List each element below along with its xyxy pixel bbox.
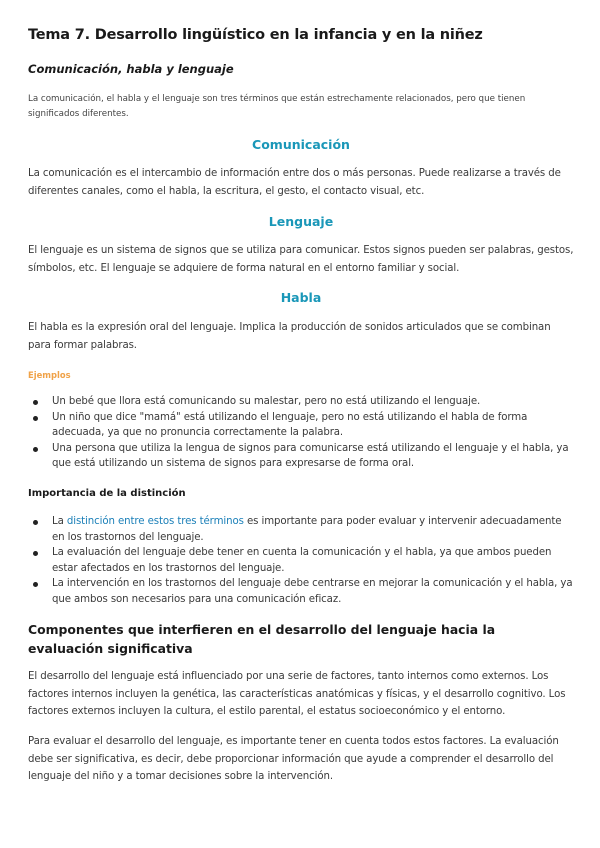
components-paragraph-2: Para evaluar el desarrollo del lenguaje, es importante tener en cuenta todos estos factores. La evaluación debe ser significativa, es decir, debe proporcionar información que ayude a comprender el desarrollo del lenguaje del niño y a tomar decisiones sobre la intervención.: [28, 736, 559, 782]
list-item: Un bebé que llora está comunicando su malestar, pero no está utilizando el lenguaje.: [28, 394, 574, 410]
bullet-icon: [33, 416, 38, 421]
bullet-icon: [33, 520, 38, 525]
heading-comunicacion: Comunicación: [252, 137, 350, 152]
examples-list: [28, 394, 574, 472]
list-item: Una persona que utiliza la lengua de signos para comunicarse está utilizando el lenguaje y el habla, ya que está utilizando un sistema de signos para expresarse de forma oral.: [28, 441, 574, 472]
bullet-icon: [33, 400, 38, 405]
paragraph-comunicacion: La comunicación es el intercambio de información entre dos o más personas. Puede realizarse a través de diferentes canales, como el habla, la escritura, el gesto, el contacto visual, etc.: [28, 168, 561, 197]
list-item: La intervención en los trastornos del lenguaje debe centrarse en mejorar la comunicación y el habla, ya que ambos son necesarios para una comunicación eficaz.: [28, 576, 574, 607]
heading-habla: Habla: [280, 290, 322, 305]
bullet-icon: [33, 582, 38, 587]
subtitle: Comunicación, habla y lenguaje: [28, 62, 234, 76]
importance-list: [28, 514, 574, 607]
list-item: Un niño que dice "mamá" está utilizando el lenguaje, pero no está utilizando el habla de forma adecuada, ya que no pronuncia correctamente la palabra.: [28, 410, 574, 441]
intro-paragraph: La comunicación, el habla y el lenguaje son tres términos que están estrechamente relacionados, pero que tienen significados diferentes.: [28, 94, 526, 119]
heading-lenguaje: Lenguaje: [268, 214, 334, 229]
page-title: Tema 7. Desarrollo lingüístico en la infancia y en la niñez: [28, 27, 483, 43]
components-paragraph-1: El desarrollo del lenguaje está influenciado por una serie de factores, tanto internos como externos. Los factores internos incluyen la genética, las características anatómicas y físicas, y el desarrollo cognitivo. Los factores externos incluyen la cultura, el estilo parental, el estatus socioeconómico y el entorno.: [28, 671, 566, 717]
components-heading: Componentes que interfieren en el desarrollo del lenguaje hacia la evaluación significativa: [28, 622, 496, 656]
list-item: La distinción entre estos tres términos es importante para poder evaluar y intervenir adecuadamente en los trastornos del lenguaje.: [28, 514, 574, 545]
importance-label: Importancia de la distinción: [28, 488, 186, 499]
bullet-icon: [33, 551, 38, 556]
distinction-link[interactable]: distinción entre estos tres términos: [66, 516, 244, 527]
list-item: La evaluación del lenguaje debe tener en cuenta la comunicación y el habla, ya que ambos pueden estar afectados en los trastornos del lenguaje.: [28, 545, 574, 576]
examples-label: Ejemplos: [28, 370, 71, 380]
bullet-icon: [33, 447, 38, 452]
paragraph-habla: El habla es la expresión oral del lenguaje. Implica la producción de sonidos articulados que se combinan para formar palabras.: [28, 322, 551, 351]
paragraph-lenguaje: El lenguaje es un sistema de signos que se utiliza para comunicar. Estos signos pueden ser palabras, gestos, símbolos, etc. El lenguaje se adquiere de forma natural en el entorno familiar y social.: [28, 245, 574, 274]
